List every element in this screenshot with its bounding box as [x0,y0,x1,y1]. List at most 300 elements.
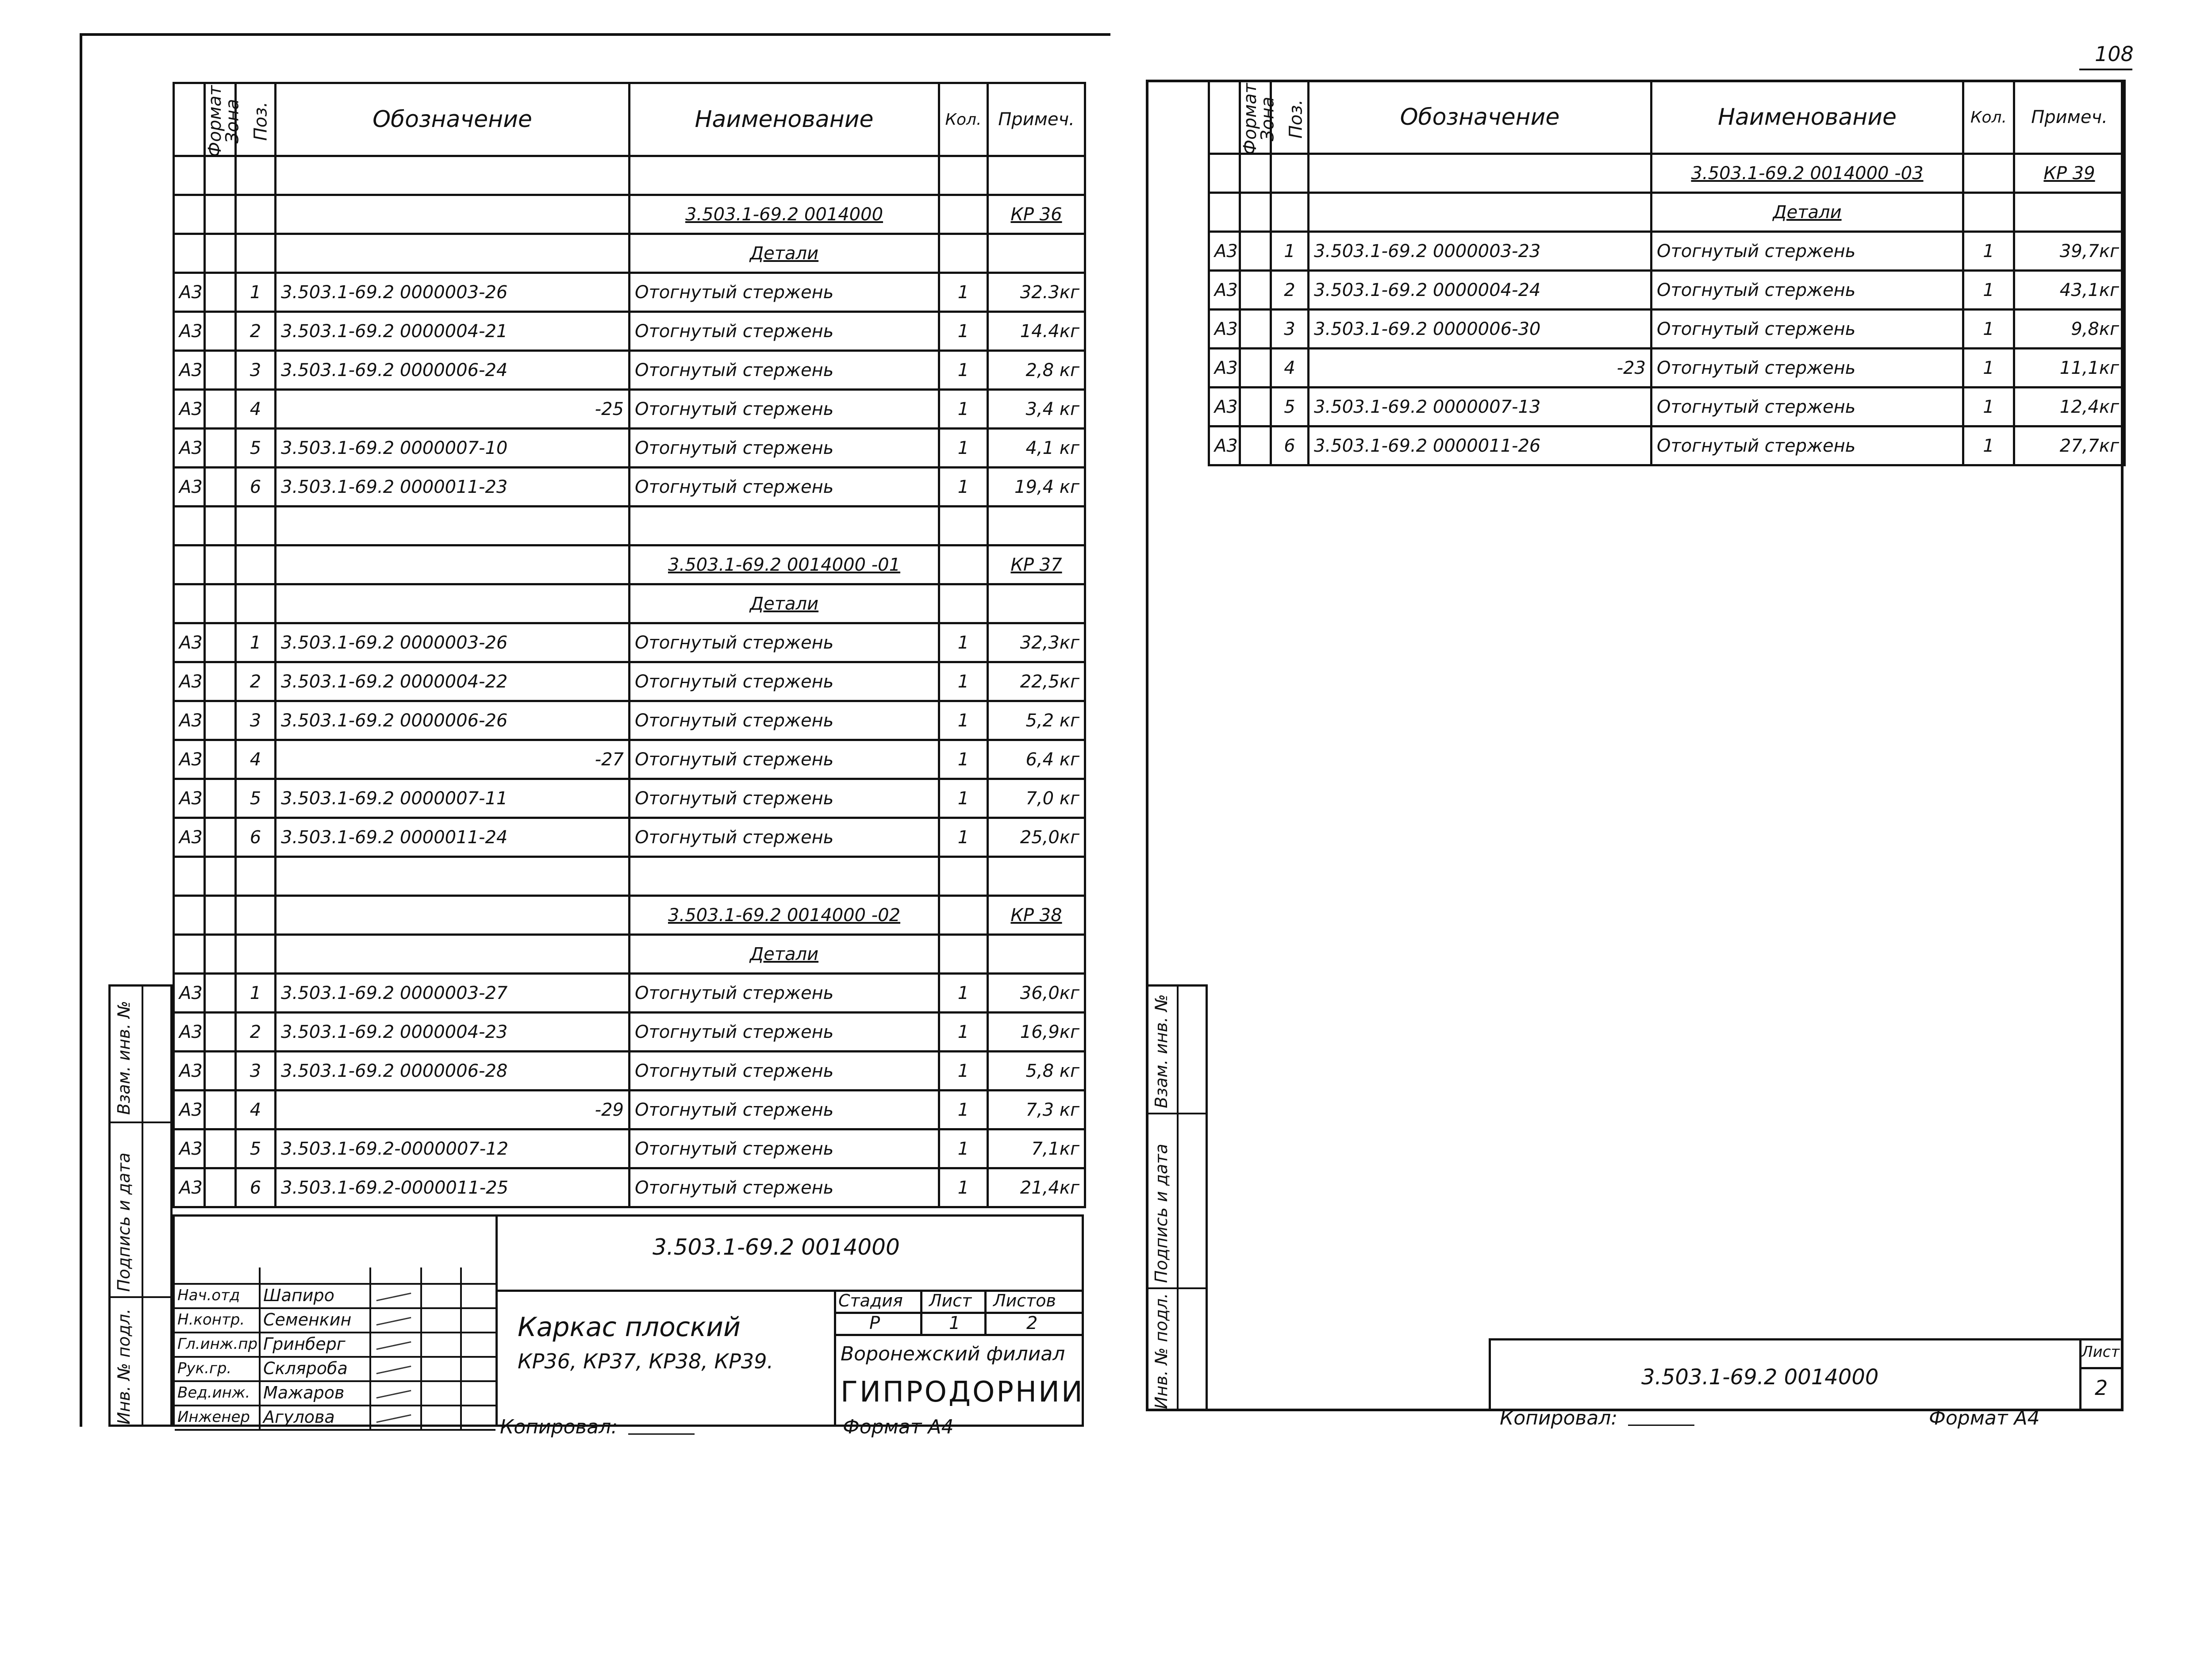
cell-pos [236,156,276,195]
cell-zone [205,390,236,429]
cell-name: Отогнутый стержень [1651,426,1963,465]
cell-designation: 3.503.1-69.2-0000011-25 [276,1168,630,1207]
cell-designation: 3.503.1-69.2 0000007-11 [276,779,630,818]
cell-name: Отогнутый стержень [1651,310,1963,349]
cell-format: А3 [174,1052,205,1091]
table-row [174,779,1085,818]
right-title-block [1489,1338,2124,1411]
cell-format [174,545,205,584]
cell-qty: 1 [939,1052,988,1091]
cell-qty: 1 [1963,310,2014,349]
cell-format: А3 [174,468,205,507]
right-doc-code: 3.503.1-69.2 0014000 [1641,1365,1879,1390]
cell-format [174,896,205,935]
cell-qty [939,195,988,234]
cell-note: 36,0кг [988,974,1085,1013]
col-designation: Обозначение [276,83,630,156]
staff-name: Мажаров [263,1383,345,1402]
cell-note: 12,4кг [2014,388,2125,426]
cell-note: КР 37 [988,545,1085,584]
table-row [174,896,1085,935]
cell-note [988,584,1085,623]
stage-value: Р [869,1313,880,1333]
cell-format: А3 [174,351,205,390]
right-spec-table [1208,80,2126,466]
cell-qty: 1 [939,974,988,1013]
cell-note: 2,8 кг [988,351,1085,390]
cell-designation [276,195,630,234]
cell-note: КР 39 [2014,154,2125,193]
cell-name: Отогнутый стержень [630,740,939,779]
org-line-2: ГИПРОДОРНИИ [841,1376,1084,1409]
cell-note: 22,5кг [988,662,1085,701]
cell-pos [236,507,276,545]
cell-qty: 1 [1963,271,2014,310]
table-row [174,1052,1085,1091]
cell-pos: 1 [236,974,276,1013]
cell-zone [205,1052,236,1091]
cell-qty: 1 [939,740,988,779]
cell-note: 11,1кг [2014,349,2125,388]
stage-label: Стадия [838,1291,903,1310]
table-row [174,351,1085,390]
cell-name: Отогнутый стержень [630,974,939,1013]
cell-note: 25,0кг [988,818,1085,857]
cell-pos: 1 [236,273,276,312]
cell-zone [205,974,236,1013]
cell-note [988,857,1085,896]
cell-pos: 2 [236,662,276,701]
cell-pos: 2 [236,312,276,351]
table-row [174,623,1085,662]
cell-pos: 6 [236,1168,276,1207]
sign-date-label: Подпись и дата [114,1152,134,1292]
table-row [174,429,1085,468]
cell-note [988,234,1085,273]
cell-zone [1240,193,1271,232]
cell-qty: 1 [939,273,988,312]
staff-name: Скляроба [263,1359,348,1378]
table-row [174,507,1085,545]
cell-pos [236,896,276,935]
cell-name: Отогнутый стержень [630,429,939,468]
cell-designation: 3.503.1-69.2 0000007-10 [276,429,630,468]
cell-pos: 2 [236,1013,276,1052]
cell-format [174,195,205,234]
cell-designation: 3.503.1-69.2 0000007-13 [1309,388,1651,426]
sheet-label: Лист [929,1291,972,1310]
cell-name [630,857,939,896]
staff-role: Гл.инж.пр [177,1335,258,1353]
table-row [174,1168,1085,1207]
cell-note: 5,2 кг [988,701,1085,740]
col-qty: Кол. [1963,81,2014,154]
cell-format: А3 [174,273,205,312]
page-number-underline [2079,69,2132,70]
cell-pos [1271,154,1309,193]
cell-pos: 5 [1271,388,1309,426]
cell-format: А3 [174,974,205,1013]
cell-note: КР 36 [988,195,1085,234]
cell-zone [205,740,236,779]
right-copied-signature [1628,1425,1694,1426]
cell-zone [1240,426,1271,465]
col-zone: Зона [1240,81,1271,154]
inv-vzam-label: Взам. инв. № [114,1000,134,1115]
cell-note: 14.4кг [988,312,1085,351]
cell-designation: 3.503.1-69.2 0000004-21 [276,312,630,351]
cell-name: Отогнутый стержень [1651,349,1963,388]
cell-qty: 1 [939,468,988,507]
right-header-row [1209,81,2125,154]
page-number: 108 [2095,42,2134,66]
staff-role: Вед.инж. [177,1384,250,1402]
cell-format: А3 [174,662,205,701]
table-row [174,312,1085,351]
sign-date-label: Подпись и дата [1152,1144,1171,1283]
cell-designation [276,156,630,195]
cell-format: А3 [1209,388,1240,426]
cell-zone [205,1168,236,1207]
staff-name: Агулова [263,1407,335,1427]
cell-qty [939,156,988,195]
cell-designation: -29 [276,1091,630,1129]
cell-qty: 1 [939,623,988,662]
cell-format [174,234,205,273]
cell-designation [276,896,630,935]
cell-format: А3 [174,312,205,351]
col-note: Примеч. [2014,81,2125,154]
cell-designation [276,935,630,974]
cell-name: Отогнутый стержень [630,1091,939,1129]
cell-pos: 5 [236,1129,276,1168]
inv-orig-label: Инв. № подл. [114,1308,134,1425]
cell-pos [236,195,276,234]
table-row [174,468,1085,507]
table-row [174,1091,1085,1129]
cell-zone [205,312,236,351]
staff-role: Н.контр. [177,1311,245,1329]
cell-zone [205,1091,236,1129]
cell-note: 32.3кг [988,273,1085,312]
cell-pos [236,935,276,974]
cell-note: 16,9кг [988,1013,1085,1052]
cell-note: 7,0 кг [988,779,1085,818]
cell-name: Отогнутый стержень [630,1168,939,1207]
staff-name: Семенкин [263,1310,352,1329]
cell-zone [205,234,236,273]
cell-name [630,507,939,545]
cell-name: 3.503.1-69.2 0014000 -01 [630,545,939,584]
cell-qty: 1 [939,1091,988,1129]
cell-designation: 3.503.1-69.2 0000003-23 [1309,232,1651,271]
left-doc-code: 3.503.1-69.2 0014000 [653,1234,900,1260]
cell-qty [939,507,988,545]
cell-zone [1240,232,1271,271]
cell-pos: 4 [1271,349,1309,388]
cell-format [174,507,205,545]
cell-format [174,584,205,623]
cell-designation: -27 [276,740,630,779]
cell-designation: 3.503.1-69.2 0000003-27 [276,974,630,1013]
cell-format [174,935,205,974]
cell-name: Отогнутый стержень [1651,232,1963,271]
table-row [174,156,1085,195]
cell-pos [236,584,276,623]
cell-zone [205,156,236,195]
cell-format [174,857,205,896]
right-side-strip [1146,984,1208,1411]
cell-name: 3.503.1-69.2 0014000 [630,195,939,234]
cell-name: Отогнутый стержень [630,701,939,740]
cell-pos: 4 [236,390,276,429]
cell-format [1209,193,1240,232]
cell-name: Детали [630,584,939,623]
staff-name: Гринберг [263,1334,346,1354]
cell-pos [1271,193,1309,232]
cell-designation: 3.503.1-69.2 0000004-24 [1309,271,1651,310]
cell-designation: 3.503.1-69.2-0000007-12 [276,1129,630,1168]
table-row [1209,388,2125,426]
cell-format: А3 [174,740,205,779]
cell-format: А3 [174,429,205,468]
cell-pos: 5 [236,779,276,818]
table-row [174,974,1085,1013]
cell-pos: 1 [1271,232,1309,271]
cell-pos: 6 [1271,426,1309,465]
cell-qty: 1 [1963,232,2014,271]
table-row [174,818,1085,857]
cell-zone [205,584,236,623]
table-row [174,662,1085,701]
col-format: Формат [1209,81,1240,154]
cell-qty [939,935,988,974]
cell-pos: 1 [236,623,276,662]
cell-zone [205,351,236,390]
cell-zone [205,195,236,234]
cell-zone [1240,154,1271,193]
cell-qty: 1 [939,701,988,740]
col-name: Наименование [630,83,939,156]
cell-pos: 2 [1271,271,1309,310]
cell-designation [276,545,630,584]
table-row [174,857,1085,896]
sheet-value: 1 [949,1313,960,1333]
cell-designation: 3.503.1-69.2 0000003-26 [276,273,630,312]
table-row [1209,310,2125,349]
cell-qty: 1 [939,390,988,429]
cell-note [988,935,1085,974]
cell-qty: 1 [939,662,988,701]
cell-qty: 1 [939,818,988,857]
cell-format: А3 [174,390,205,429]
cell-zone [205,545,236,584]
cell-note: 3,4 кг [988,390,1085,429]
cell-designation: 3.503.1-69.2 0000011-26 [1309,426,1651,465]
cell-qty: 1 [939,779,988,818]
cell-format: А3 [174,623,205,662]
cell-zone [205,701,236,740]
cell-note: 5,8 кг [988,1052,1085,1091]
cell-qty: 1 [939,1129,988,1168]
cell-qty [939,545,988,584]
cell-format: А3 [174,1168,205,1207]
left-format-label: Формат А4 [843,1416,954,1438]
cell-name: Отогнутый стержень [630,1052,939,1091]
cell-format: А3 [1209,349,1240,388]
cell-format [174,156,205,195]
cell-name: Отогнутый стержень [630,351,939,390]
table-row [174,390,1085,429]
cell-note: 4,1 кг [988,429,1085,468]
cell-format: А3 [174,701,205,740]
cell-qty: 1 [1963,426,2014,465]
cell-format: А3 [1209,310,1240,349]
cell-name: Отогнутый стержень [630,1013,939,1052]
cell-zone [205,429,236,468]
table-row [174,1013,1085,1052]
cell-format: А3 [174,1129,205,1168]
col-pos: Поз. [236,83,276,156]
cell-designation: -23 [1309,349,1651,388]
cell-pos: 3 [236,701,276,740]
cell-zone [205,935,236,974]
table-row [174,584,1085,623]
cell-name: Отогнутый стержень [630,1129,939,1168]
cell-qty [1963,193,2014,232]
cell-designation: 3.503.1-69.2 0000006-28 [276,1052,630,1091]
cell-format: А3 [1209,232,1240,271]
col-designation: Обозначение [1309,81,1651,154]
cell-zone [205,1129,236,1168]
cell-note: 27,7кг [2014,426,2125,465]
right-sheet-value: 2 [2095,1376,2108,1400]
cell-qty [939,857,988,896]
cell-zone [205,468,236,507]
staff-role: Нач.отд [177,1287,240,1304]
inv-vzam-label: Взам. инв. № [1152,994,1171,1108]
cell-pos: 3 [236,351,276,390]
cell-zone [1240,271,1271,310]
cell-pos: 4 [236,740,276,779]
cell-qty: 1 [939,429,988,468]
cell-note [988,507,1085,545]
cell-designation: 3.503.1-69.2 0000011-23 [276,468,630,507]
cell-qty: 1 [1963,388,2014,426]
cell-designation [276,584,630,623]
cell-note: 21,4кг [988,1168,1085,1207]
cell-designation [1309,154,1651,193]
cell-name: Отогнутый стержень [1651,271,1963,310]
left-side-strip [108,984,173,1427]
col-qty: Кол. [939,83,988,156]
staff-role: Инженер [177,1408,250,1426]
title-line-2: КР36, КР37, КР38, КР39. [518,1349,774,1373]
table-row [1209,193,2125,232]
cell-designation: 3.503.1-69.2 0000003-26 [276,623,630,662]
cell-designation: 3.503.1-69.2 0000006-30 [1309,310,1651,349]
org-line-1: Воронежский филиал [841,1343,1065,1365]
col-name: Наименование [1651,81,1963,154]
cell-note: 7,1кг [988,1129,1085,1168]
table-row [174,935,1085,974]
cell-zone [205,507,236,545]
left-copied-label: Копировал: [500,1416,618,1438]
table-row [174,273,1085,312]
cell-name: 3.503.1-69.2 0014000 -03 [1651,154,1963,193]
cell-pos [236,545,276,584]
left-header-row [174,83,1085,156]
cell-pos: 6 [236,468,276,507]
cell-designation: 3.503.1-69.2 0000011-24 [276,818,630,857]
people-grid [175,1267,495,1429]
col-format: Формат [174,83,205,156]
cell-name: Отогнутый стержень [630,468,939,507]
cell-pos: 3 [236,1052,276,1091]
cell-designation: 3.503.1-69.2 0000004-22 [276,662,630,701]
cell-note: 39,7кг [2014,232,2125,271]
cell-qty: 1 [939,351,988,390]
table-row [174,545,1085,584]
cell-note: КР 38 [988,896,1085,935]
cell-designation [1309,193,1651,232]
cell-format: А3 [1209,271,1240,310]
cell-qty: 1 [939,312,988,351]
cell-qty: 1 [939,1168,988,1207]
cell-zone [205,818,236,857]
left-spec-table [173,82,1086,1208]
cell-designation [276,507,630,545]
cell-format: А3 [174,818,205,857]
cell-zone [205,662,236,701]
cell-pos: 3 [1271,310,1309,349]
staff-name: Шапиро [263,1286,334,1305]
table-row [1209,271,2125,310]
table-row [174,740,1085,779]
cell-pos: 5 [236,429,276,468]
cell-zone [205,1013,236,1052]
cell-note [988,156,1085,195]
cell-name: Детали [630,234,939,273]
cell-zone [205,779,236,818]
title-line-1: Каркас плоский [518,1312,741,1343]
cell-format [1209,154,1240,193]
cell-pos [236,857,276,896]
cell-qty [939,896,988,935]
cell-name: Детали [630,935,939,974]
cell-name: Отогнутый стержень [630,390,939,429]
cell-zone [205,273,236,312]
cell-qty [939,234,988,273]
table-row [1209,154,2125,193]
cell-designation [276,857,630,896]
cell-name: Отогнутый стержень [630,779,939,818]
left-title-block [173,1214,1084,1427]
table-row [174,701,1085,740]
table-row [1209,349,2125,388]
cell-name: Отогнутый стержень [630,273,939,312]
cell-name [630,156,939,195]
cell-zone [205,857,236,896]
cell-zone [205,896,236,935]
sheets-value: 2 [1026,1313,1038,1333]
table-row [1209,426,2125,465]
cell-designation: 3.503.1-69.2 0000006-24 [276,351,630,390]
cell-note: 6,4 кг [988,740,1085,779]
cell-format: А3 [174,779,205,818]
cell-format: А3 [1209,426,1240,465]
cell-pos [236,234,276,273]
